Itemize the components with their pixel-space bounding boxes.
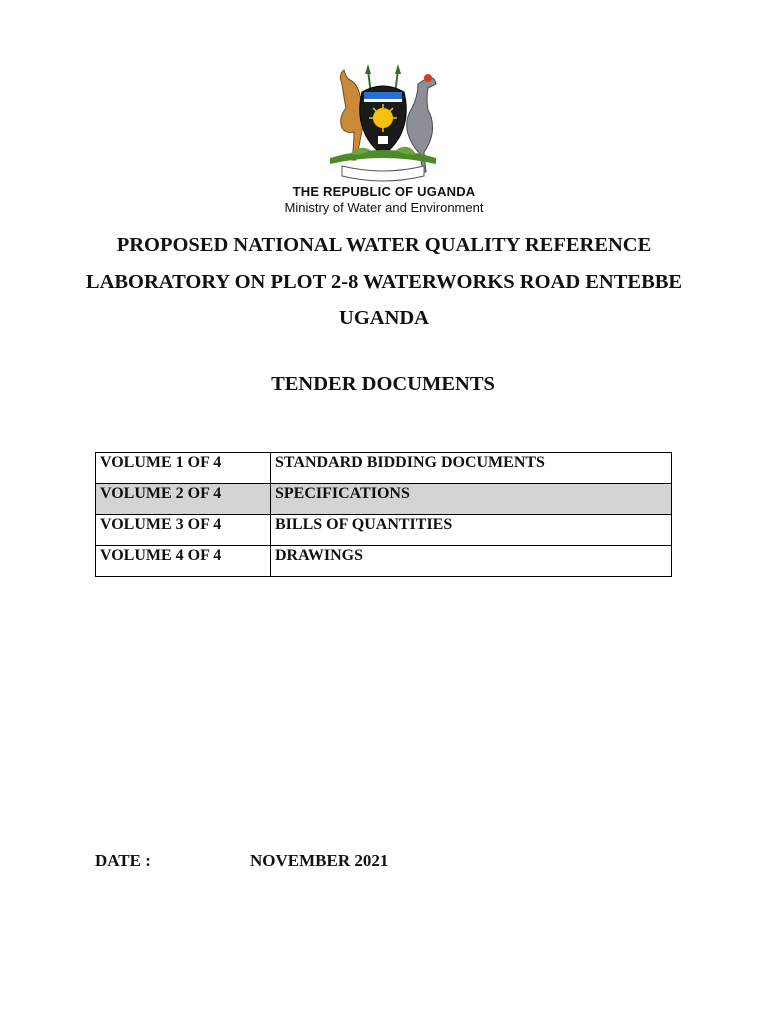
coat-of-arms-icon: [320, 62, 446, 182]
volumes-table: [95, 452, 672, 577]
table-row: [96, 484, 672, 515]
volume-number: VOLUME 2 OF 4: [96, 484, 271, 515]
republic-name: THE REPUBLIC OF UGANDA: [292, 184, 476, 199]
volume-number: VOLUME 1 OF 4: [96, 453, 271, 484]
document-subtitle: TENDER DOCUMENTS: [271, 373, 495, 395]
volume-content: STANDARD BIDDING DOCUMENTS: [271, 453, 672, 484]
volume-content: SPECIFICATIONS: [271, 484, 672, 515]
volume-number: VOLUME 4 OF 4: [96, 546, 271, 577]
title-line-1: PROPOSED NATIONAL WATER QUALITY REFERENCE: [116, 234, 652, 256]
title-line-3: UGANDA: [339, 307, 429, 329]
volume-content: BILLS OF QUANTITIES: [271, 515, 672, 546]
date-value: NOVEMBER 2021: [250, 851, 389, 870]
volume-number: VOLUME 3 OF 4: [96, 515, 271, 546]
table-row: [96, 453, 672, 484]
table-row: [96, 515, 672, 546]
document-title: [40, 227, 728, 337]
volume-content: DRAWINGS: [271, 546, 672, 577]
date-label: DATE :: [95, 851, 151, 870]
title-line-2: LABORATORY ON PLOT 2-8 WATERWORKS ROAD ENTEBBE: [85, 270, 683, 293]
table-row: [96, 546, 672, 577]
ministry-name: Ministry of Water and Environment: [284, 200, 484, 215]
